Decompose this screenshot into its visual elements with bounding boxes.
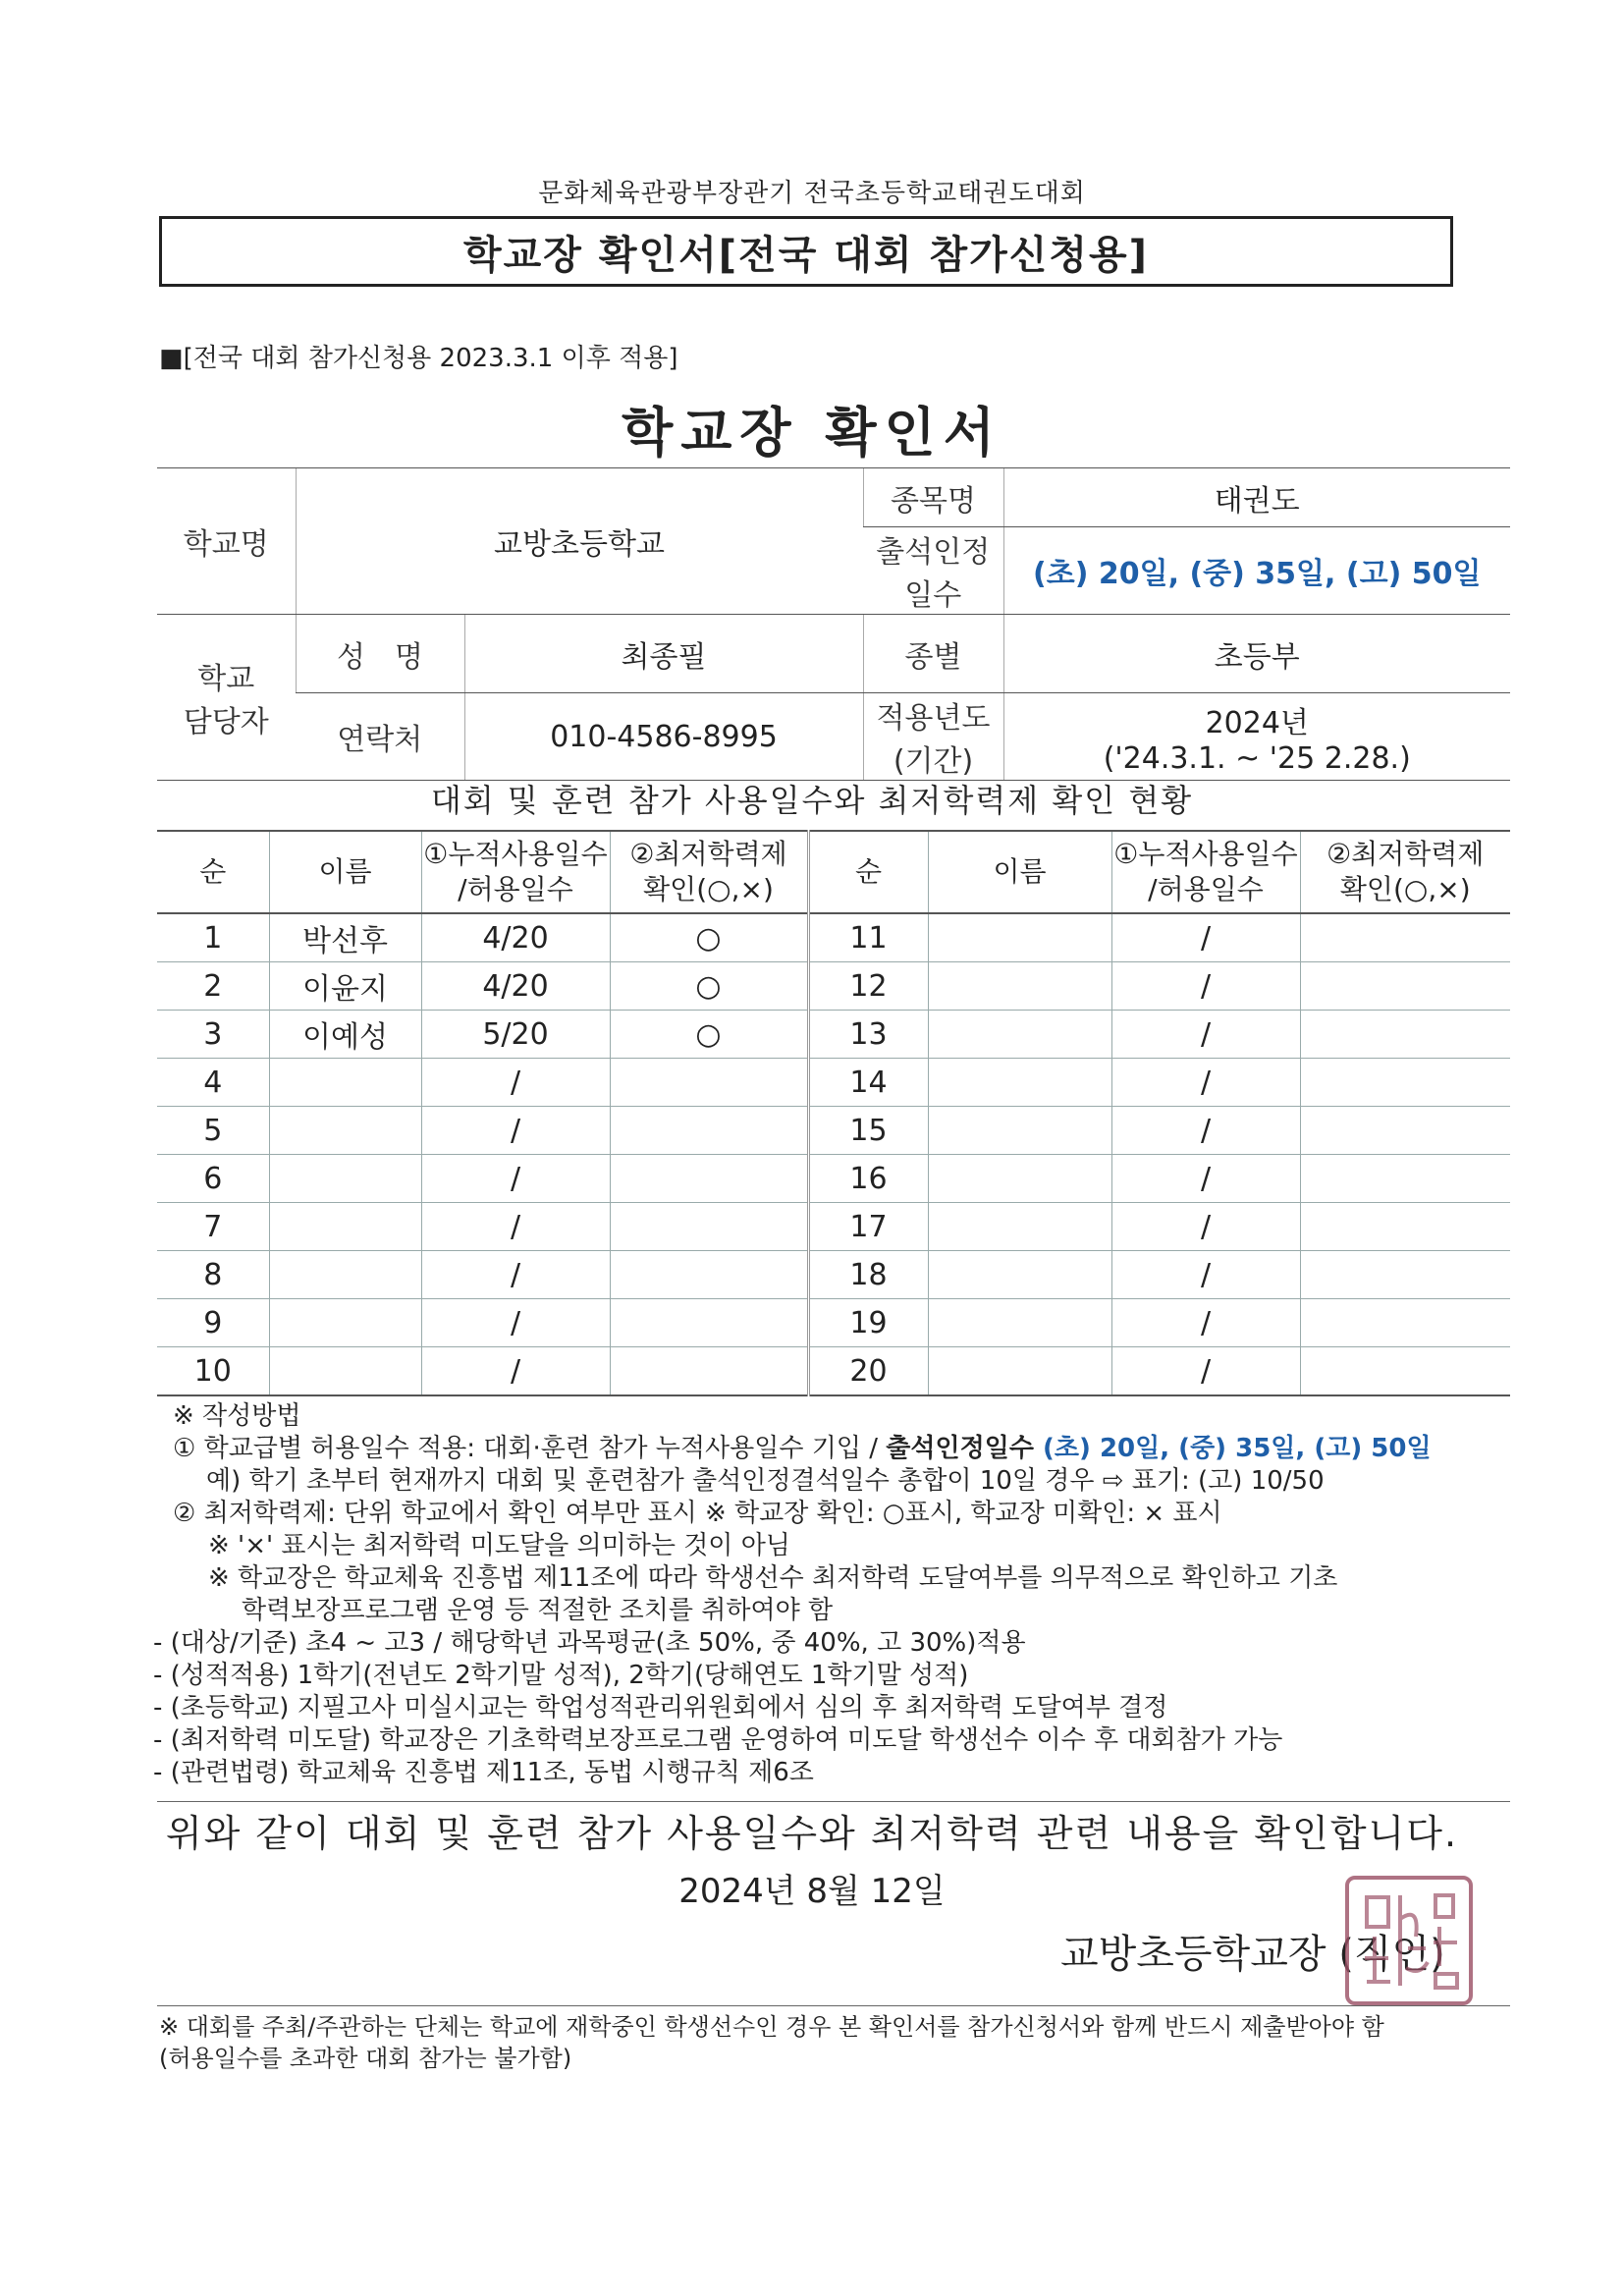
row-number: 17: [808, 1203, 928, 1251]
year-label: [863, 693, 1003, 781]
footer-line-2: (허용일수를 초과한 대회 참가는 불가함): [159, 2045, 572, 2072]
used-days: /: [421, 1251, 610, 1299]
table-row: [157, 1299, 1510, 1347]
athlete-name: [928, 1251, 1111, 1299]
attendance-label: [863, 527, 1003, 615]
col-header-days-line2: /허용일수: [1148, 873, 1264, 905]
used-days: /: [421, 1059, 610, 1107]
achievement-check: [1300, 1011, 1510, 1059]
col-header-days-line1: ①누적사용일수: [423, 838, 608, 870]
table-row: [157, 962, 1510, 1011]
row-number: 1: [157, 913, 269, 962]
instruction-bullet: - (초등학교) 지필고사 미실시교는 학업성적관리위원회에서 심의 후 최저학력 도달여부 결정: [153, 1693, 1168, 1722]
attendance-label-line1: 출석인정: [876, 535, 991, 570]
instruction-item-1: [173, 1433, 1508, 1465]
athlete-name: [928, 1059, 1111, 1107]
athlete-name: [928, 1011, 1111, 1059]
used-days: /: [1111, 1299, 1300, 1347]
name-label: 성 명: [296, 615, 464, 693]
year-value: [1003, 693, 1510, 781]
col-header-name: 이름: [928, 831, 1111, 913]
competition-title: 문화체육관광부장관기 전국초등학교태권도대회: [538, 179, 1086, 208]
category-label: 종별: [863, 615, 1003, 693]
footer-line-1: ※ 대회를 주최/주관하는 단체는 학교에 재학중인 학생선수인 경우 본 확인서를 참가신청서와 함께 반드시 제출받아야 함: [159, 2013, 1384, 2041]
achievement-check: ○: [610, 1011, 808, 1059]
achievement-check: [610, 1347, 808, 1396]
used-days: /: [1111, 1107, 1300, 1155]
col-header-name: 이름: [269, 831, 421, 913]
col-header-days: [421, 831, 610, 913]
achievement-check: [1300, 1347, 1510, 1396]
used-days: /: [421, 1299, 610, 1347]
year-label-line2: (기간): [893, 744, 974, 779]
instruction-item-1-bold: 출석인정일수: [886, 1434, 1034, 1463]
row-number: 20: [808, 1347, 928, 1396]
category-value: 초등부: [1003, 615, 1510, 693]
athlete-status-table: [157, 830, 1510, 1396]
applies-note: ■[전국 대회 참가신청용 2023.3.1 이후 적용]: [159, 344, 678, 373]
divider: [157, 2005, 1510, 2006]
used-days: /: [1111, 1059, 1300, 1107]
row-number: 18: [808, 1251, 928, 1299]
instruction-item-2: ② 최저학력제: 단위 학교에서 확인 여부만 표시 ※ 학교장 확인: ○표시, 학교장 미확인: × 표시: [173, 1499, 1222, 1528]
row-number: 11: [808, 913, 928, 962]
achievement-check: ○: [610, 913, 808, 962]
athlete-name: 박선후: [269, 913, 421, 962]
divider: [157, 1801, 1510, 1802]
achievement-check: [1300, 1251, 1510, 1299]
sport-value: 태권도: [1003, 468, 1510, 527]
athlete-name: [928, 913, 1111, 962]
athlete-name: [269, 1203, 421, 1251]
row-number: 4: [157, 1059, 269, 1107]
footer-note: [159, 2011, 1514, 2074]
achievement-check: [610, 1299, 808, 1347]
athlete-name: [269, 1251, 421, 1299]
instructions: [153, 1400, 1508, 1789]
school-name: 교방초등학교: [296, 468, 863, 615]
athlete-name: [928, 1299, 1111, 1347]
sport-label: 종목명: [863, 468, 1003, 527]
col-header-check-line2: 확인(○,×): [643, 873, 774, 905]
manager-label-line2: 담당자: [183, 705, 269, 739]
manager-label-line1: 학교: [197, 662, 255, 696]
achievement-check: [1300, 962, 1510, 1011]
col-header-days-line2: /허용일수: [458, 873, 573, 905]
athlete-name: 이예성: [269, 1011, 421, 1059]
col-header-days-line1: ①누적사용일수: [1113, 838, 1298, 870]
form-title: 학교장 확인서[전국 대회 참가신청용]: [463, 232, 1149, 278]
official-seal-stamp: [1345, 1876, 1473, 2005]
row-number: 15: [808, 1107, 928, 1155]
col-header-no: 순: [157, 831, 269, 913]
instruction-bullet: - (대상/기준) 초4 ~ 고3 / 해당학년 과목평균(초 50%, 중 40%, 고 30%)적용: [153, 1628, 1026, 1658]
achievement-check: [1300, 1155, 1510, 1203]
athlete-name: [928, 1107, 1111, 1155]
used-days: 4/20: [421, 962, 610, 1011]
achievement-check: [1300, 1059, 1510, 1107]
contact-label: 연락처: [296, 693, 464, 781]
contact-value: 010-4586-8995: [464, 693, 863, 781]
used-days: /: [421, 1347, 610, 1396]
table-row: [157, 1347, 1510, 1396]
athlete-name: [269, 1347, 421, 1396]
instruction-bullet: - (성적적용) 1학기(전년도 2학기말 성적), 2학기(당해연도 1학기말 성적): [153, 1661, 969, 1690]
form-title-box: [159, 216, 1453, 287]
seal-icon: [1349, 1880, 1469, 2001]
athlete-name: [269, 1059, 421, 1107]
status-heading: 대회 및 훈련 참가 사용일수와 최저학력제 확인 현황: [430, 782, 1194, 819]
used-days: /: [421, 1107, 610, 1155]
table-row: [157, 913, 1510, 962]
athlete-name: [928, 1155, 1111, 1203]
year-value-line1: 2024년: [1205, 705, 1309, 740]
row-number: 9: [157, 1299, 269, 1347]
table-row: [157, 1203, 1510, 1251]
row-number: 7: [157, 1203, 269, 1251]
used-days: /: [1111, 1347, 1300, 1396]
used-days: /: [1111, 1251, 1300, 1299]
achievement-check: [610, 1155, 808, 1203]
row-number: 3: [157, 1011, 269, 1059]
instruction-bullet: - (관련법령) 학교체육 진흥법 제11조, 동법 시행규칙 제6조: [153, 1758, 814, 1787]
col-header-no: 순: [808, 831, 928, 913]
row-number: 5: [157, 1107, 269, 1155]
used-days: 4/20: [421, 913, 610, 962]
confirmation-date: 2024년 8월 12일: [678, 1872, 946, 1911]
achievement-check: [1300, 913, 1510, 962]
table-row: [157, 1059, 1510, 1107]
row-number: 19: [808, 1299, 928, 1347]
principal-signature: 교방초등학교장 (직인): [1060, 1932, 1445, 1977]
athlete-name: [928, 962, 1111, 1011]
col-header-check: [1300, 831, 1510, 913]
instruction-note-1: ※ '×' 표시는 최저학력 미도달을 의미하는 것이 아님: [208, 1531, 790, 1560]
athlete-name: [928, 1347, 1111, 1396]
achievement-check: [1300, 1299, 1510, 1347]
instruction-item-1-example: 예) 학기 초부터 현재까지 대회 및 훈련참가 출석인정결석일수 총합이 10일 경우 ⇨ 표기: (고) 10/50: [206, 1466, 1325, 1496]
used-days: /: [1111, 962, 1300, 1011]
instruction-bullet: - (최저학력 미도달) 학교장은 기초학력보장프로그램 운영하여 미도달 학생선수 이수 후 대회참가 가능: [153, 1725, 1283, 1755]
school-info-table: [157, 467, 1510, 781]
instruction-note-2a: ※ 학교장은 학교체육 진흥법 제11조에 따라 학생선수 최저학력 도달여부를 의무적으로 확인하고 기초: [208, 1563, 1338, 1593]
instruction-item-1-text: ① 학교급별 허용일수 적용: 대회·훈련 참가 누적사용일수 기입 /: [173, 1434, 887, 1463]
instruction-item-1-days: (초) 20일, (중) 35일, (고) 50일: [1033, 1434, 1432, 1463]
athlete-name: 이윤지: [269, 962, 421, 1011]
manager-name: 최종필: [464, 615, 863, 693]
used-days: /: [1111, 1011, 1300, 1059]
page-title: 학교장 확인서: [622, 402, 1002, 464]
achievement-check: [610, 1059, 808, 1107]
school-label: 학교명: [157, 468, 296, 615]
table-row: [157, 1155, 1510, 1203]
table-row: [157, 1011, 1510, 1059]
col-header-check: [610, 831, 808, 913]
instruction-note-2b: 학력보장프로그램 운영 등 적절한 조치를 취하여야 함: [242, 1596, 834, 1625]
achievement-check: ○: [610, 962, 808, 1011]
achievement-check: [1300, 1203, 1510, 1251]
manager-label: [157, 615, 296, 781]
year-label-line1: 적용년도: [876, 701, 991, 736]
attendance-value: (초) 20일, (중) 35일, (고) 50일: [1003, 527, 1510, 615]
used-days: /: [1111, 1203, 1300, 1251]
row-number: 10: [157, 1347, 269, 1396]
col-header-check-line1: ②최저학력제: [1326, 838, 1485, 870]
athlete-name: [269, 1299, 421, 1347]
row-number: 6: [157, 1155, 269, 1203]
col-header-check-line2: 확인(○,×): [1339, 873, 1471, 905]
instructions-title: ※ 작성방법: [173, 1401, 301, 1431]
athlete-name: [269, 1107, 421, 1155]
achievement-check: [1300, 1107, 1510, 1155]
table-row: [157, 1107, 1510, 1155]
used-days: /: [1111, 1155, 1300, 1203]
year-value-line2: ('24.3.1. ~ '25 2.28.): [1103, 740, 1411, 776]
athlete-name: [269, 1155, 421, 1203]
used-days: /: [421, 1155, 610, 1203]
confirmation-text: 위와 같이 대회 및 훈련 참가 사용일수와 최저학력 관련 내용을 확인합니다.: [165, 1812, 1459, 1855]
row-number: 14: [808, 1059, 928, 1107]
row-number: 2: [157, 962, 269, 1011]
col-header-check-line1: ②최저학력제: [629, 838, 787, 870]
row-number: 16: [808, 1155, 928, 1203]
row-number: 12: [808, 962, 928, 1011]
achievement-check: [610, 1251, 808, 1299]
attendance-label-line2: 일수: [904, 578, 962, 613]
athlete-name: [928, 1203, 1111, 1251]
used-days: /: [1111, 913, 1300, 962]
row-number: 8: [157, 1251, 269, 1299]
col-header-days: [1111, 831, 1300, 913]
achievement-check: [610, 1107, 808, 1155]
achievement-check: [610, 1203, 808, 1251]
used-days: /: [421, 1203, 610, 1251]
used-days: 5/20: [421, 1011, 610, 1059]
row-number: 13: [808, 1011, 928, 1059]
table-row: [157, 1251, 1510, 1299]
